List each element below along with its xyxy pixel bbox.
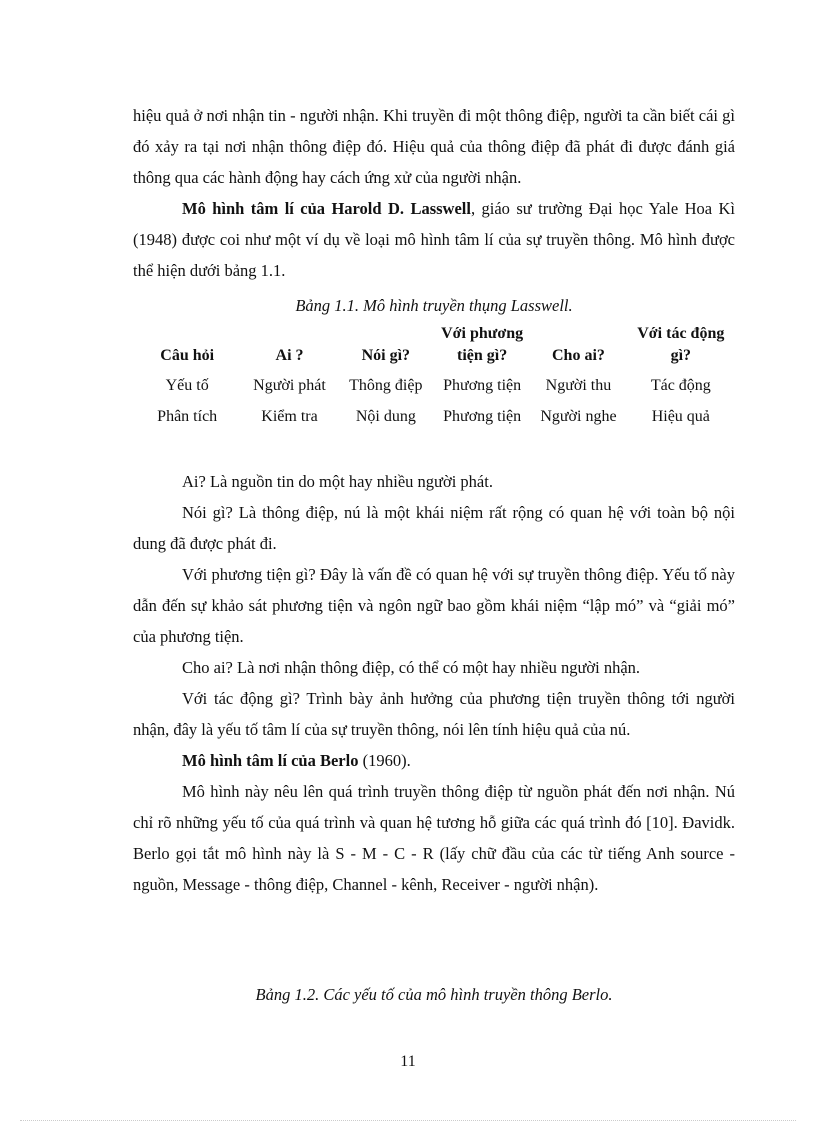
header-voi-phuong-tien-line1: Với phương bbox=[441, 325, 524, 342]
table-cell: Kiểm tra bbox=[261, 408, 318, 425]
berlo-model-heading: Mô hình tâm lí của Berlo bbox=[182, 751, 359, 770]
paragraph-effectiveness: hiệu quả ở nơi nhận tin - người nhận. Khi truyền đi một thông điệp, người ta cần biết cái gì đó xảy ra tại nơi nhận thông điệp đó. Hiệu quả của thông điệp đã phát đi được đánh giá thông qua các hành động hay cách ứng xử của người nhận. bbox=[133, 106, 735, 187]
header-noi-gi: Nói gì? bbox=[361, 347, 411, 364]
table-cell: Nội dung bbox=[355, 408, 416, 425]
table-cell: Người nghe bbox=[540, 408, 617, 425]
header-cau-hoi: Câu hỏi bbox=[160, 347, 215, 364]
table-cell: Tác động bbox=[650, 377, 711, 394]
paragraph-phuong-tien: Với phương tiện gì? Đây là vấn đề có quan hệ với sự truyền thông điệp. Yếu tố này dẫn đến sự khảo sát phương tiện và ngôn ngữ bao gồm khái niệm “lập mó” và “giải mó” của phương tiện. bbox=[133, 565, 735, 646]
lasswell-model-table bbox=[133, 323, 735, 432]
header-ai: Ai ? bbox=[275, 347, 304, 364]
page-bottom-divider bbox=[20, 1120, 796, 1121]
paragraph-cho-ai: Cho ai? Là nơi nhận thông điệp, có thể có một hay nhiều người nhận. bbox=[182, 658, 641, 677]
header-voi-tac-dong bbox=[627, 323, 735, 370]
header-voi-phuong-tien-line2: tiện gì? bbox=[457, 347, 508, 364]
table-1-1-caption: Bảng 1.1. Mô hình truyền thụng Lasswell. bbox=[295, 296, 573, 315]
lasswell-intro-text: , giáo sư trường Đại học Yale Hoa Kì (1948) được coi như một ví dụ về loại mô hình tâm lí của sự truyền thông. Mô hình được thể hiện dưới bảng 1.1. bbox=[133, 199, 735, 280]
header-voi-phuong-tien bbox=[434, 323, 530, 370]
paragraph-noi-gi: Nói gì? Là thông điệp, nú là một khái niệm rất rộng có quan hệ với toàn bộ nội dung đã được phát đi. bbox=[133, 503, 735, 553]
table-header-row bbox=[133, 323, 735, 370]
page-number: 11 bbox=[400, 1053, 416, 1070]
header-voi-tac-dong-line2: gì? bbox=[670, 347, 692, 364]
lasswell-model-heading: Mô hình tâm lí của Harold D. Lasswell bbox=[182, 199, 471, 218]
table-cell: Phương tiện bbox=[443, 377, 522, 394]
table-cell: Hiệu quả bbox=[651, 408, 710, 425]
paragraph-berlo-description: Mô hình này nêu lên quá trình truyền thông điệp từ nguồn phát đến nơi nhận. Nú chỉ rõ những yếu tố của quá trình và quan hệ tương hỗ giữa các quá trình đó [10]. Đavidk. Berlo gọi tắt mô hình này là S - M - C - R (lấy chữ đầu của các từ tiếng Anh source - nguồn, Message - thông điệp, Channel - kênh, Receiver - người nhận). bbox=[133, 782, 735, 894]
table-1-2-caption: Bảng 1.2. Các yếu tố của mô hình truyền thông Berlo. bbox=[255, 985, 613, 1004]
table-cell: Yếu tố bbox=[165, 377, 209, 394]
header-cho-ai: Cho ai? bbox=[552, 347, 605, 364]
table-cell: Phương tiện bbox=[443, 408, 522, 425]
table-cell: Thông điệp bbox=[349, 377, 423, 394]
berlo-year: (1960). bbox=[358, 751, 411, 770]
paragraph-lasswell-intro bbox=[133, 193, 735, 286]
table-cell: Người phát bbox=[253, 377, 326, 394]
header-voi-tac-dong-line1: Với tác động bbox=[637, 325, 725, 342]
table-cell: Người thu bbox=[545, 377, 612, 394]
table-row bbox=[133, 401, 735, 432]
table-cell: Phân tích bbox=[157, 408, 218, 425]
page-body bbox=[133, 100, 735, 900]
paragraph-berlo-heading bbox=[133, 745, 735, 776]
paragraph-tac-dong: Với tác động gì? Trình bày ảnh hưởng của phương tiện truyền thông tới người nhận, đây là yếu tố tâm lí của sự truyền thông, nói lên tính hiệu quả của nú. bbox=[133, 689, 735, 739]
table-row bbox=[133, 370, 735, 401]
paragraph-ai: Ai? Là nguồn tin do một hay nhiều người phát. bbox=[182, 472, 493, 491]
